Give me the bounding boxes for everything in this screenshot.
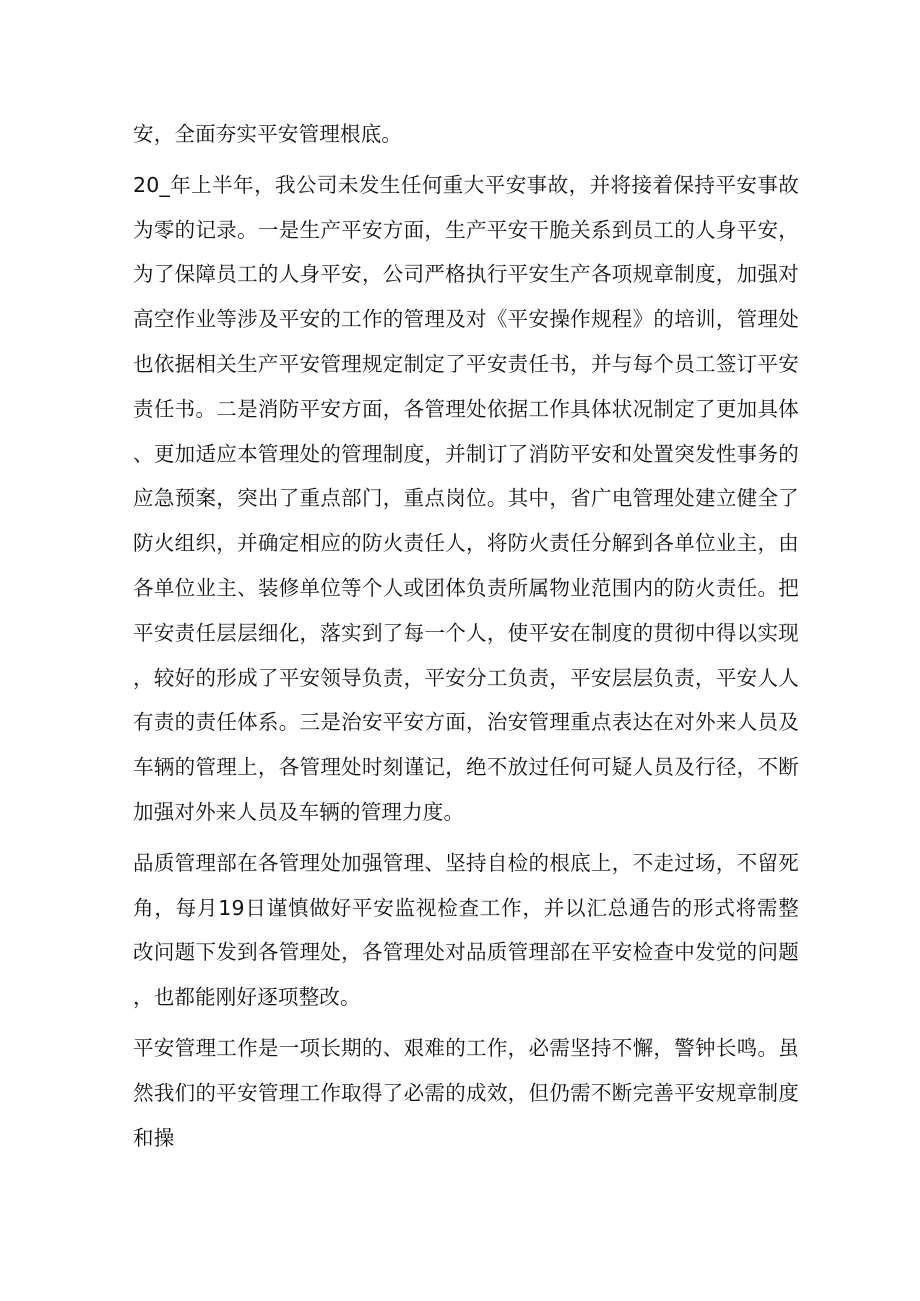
paragraph-safety-summary: 20_年上半年，我公司未发生任何重大平安事故，并将接着保持平安事故为零的记录。一是生产平安方面，生产平安干脆关系到员工的人身平安，为了保障员工的人身平安，公司严格执行平安生产各项规章制度，加强对高空作业等涉及平安的工作的管理及对《平安操作规程》的培训，管理处也依据相关生产平安管理规定制定了平安责任书，并与每个员工签订平安责任书。二是消防平安方面，各管理处依据工作具体状况制定了更加具体、更加适应本管理处的管理制度，并制订了消防平安和处置突发性事务的应急预案，突出了重点部门，重点岗位。其中，省广电管理处建立健全了防火组织，并确定相应的防火责任人，将防火责任分解到各单位业主，由各单位业主、装修单位等个人或团体负责所属物业范围内的防火责任。把平安责任层层细化，落实到了每一个人，使平安在制度的贯彻中得以实现，较好的形成了平安领导负责，平安分工负责，平安层层负责，平安人人有责的责任体系。三是治安平安方面，治安管理重点表达在对外来人员及车辆的管理上，各管理处时刻谨记，绝不放过任何可疑人员及行径，不断加强对外来人员及车辆的管理力度。 bbox=[133, 172, 799, 824]
paragraph-quality-inspection: 品质管理部在各管理处加强管理、坚持自检的根底上，不走过场，不留死角，每月19日谨慎做好平安监视检查工作，并以汇总通告的形式将需整改问题下发到各管理处，各管理处对品质管理部在平安检查中发觉的问题，也都能刚好逐项整改。 bbox=[133, 850, 799, 1010]
paragraph-continuation: 安，全面夯实平安管理根底。 bbox=[133, 122, 403, 146]
document-body bbox=[133, 112, 799, 1166]
paragraph-safety-management: 平安管理工作是一项长期的、艰难的工作，必需坚持不懈，警钟长鸣。虽然我们的平安管理工作取得了必需的成效，但仍需不断完善平安规章制度和操 bbox=[133, 1035, 799, 1150]
